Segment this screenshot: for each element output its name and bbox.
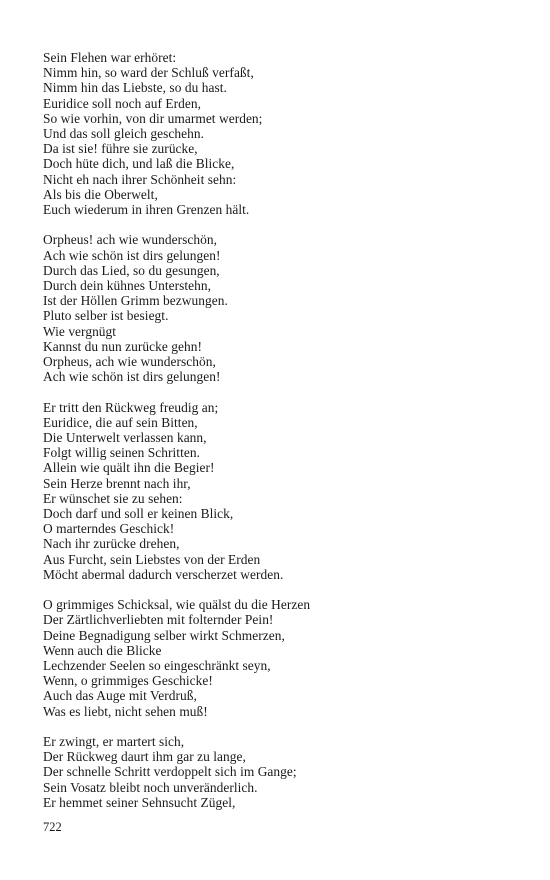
verse-line: Er hemmet seiner Sehnsucht Zügel, xyxy=(43,794,236,810)
verse-line: Als bis die Oberwelt, xyxy=(43,186,158,202)
verse-line: Ist der Höllen Grimm bezwungen. xyxy=(43,293,228,309)
verse-line: O grimmiges Schicksal, wie quälst du die Herzen xyxy=(43,597,311,613)
verse-line: Möcht abermal dadurch verscherzet werden. xyxy=(43,566,284,582)
verse-line: Orpheus! ach wie wunderschön, xyxy=(43,232,217,248)
verse-line: Ach wie schön ist dirs gelungen! xyxy=(43,247,221,263)
verse-line: Deine Begnadigung selber wirkt Schmerzen, xyxy=(43,627,285,643)
verse-line: Da ist sie! führe sie zurücke, xyxy=(43,141,198,157)
stanza xyxy=(43,400,513,582)
verse-line: Sein Herze brennt nach ihr, xyxy=(43,475,191,491)
verse-line: Durch das Lied, so du gesungen, xyxy=(43,262,220,278)
verse-line: So wie vorhin, von dir umarmet werden; xyxy=(43,110,263,126)
verse-line: Nach ihr zurücke drehen, xyxy=(43,536,180,552)
verse-line: Nimm hin das Liebste, so du hast. xyxy=(43,80,227,96)
verse-line: O marterndes Geschick! xyxy=(43,521,175,537)
verse-line: Er zwingt, er martert sich, xyxy=(43,734,185,750)
verse-line: Allein wie quält ihn die Begier! xyxy=(43,460,215,476)
stanza xyxy=(43,734,513,810)
verse-line: Pluto selber ist besiegt. xyxy=(43,308,169,324)
verse-line: Nimm hin, so ward der Schluß verfaßt, xyxy=(43,65,254,81)
verse-line: Wenn, o grimmiges Geschicke! xyxy=(43,673,213,689)
verse-line: Euch wiederum in ihren Grenzen hält. xyxy=(43,202,250,218)
verse-line: Wenn auch die Blicke xyxy=(43,642,162,658)
verse-line: Er wünschet sie zu sehen: xyxy=(43,490,183,506)
verse-line: Lechzender Seelen so eingeschränkt seyn, xyxy=(43,658,271,674)
stanza xyxy=(43,232,513,384)
verse-line: Wie vergnügt xyxy=(43,323,117,339)
verse-line: Er tritt den Rückweg freudig an; xyxy=(43,399,219,415)
verse-line: Ach wie schön ist dirs gelungen! xyxy=(43,369,221,385)
stanza xyxy=(43,50,513,217)
verse-line: Euridice soll noch auf Erden, xyxy=(43,95,201,111)
verse-line: Nicht eh nach ihrer Schönheit sehn: xyxy=(43,171,237,187)
verse-line: Was es liebt, nicht sehen muß! xyxy=(43,703,208,719)
verse-line: Euridice, die auf sein Bitten, xyxy=(43,414,198,430)
verse-line: Der schnelle Schritt verdoppelt sich im Gange; xyxy=(43,764,297,780)
verse-line: Doch hüte dich, und laß die Blicke, xyxy=(43,156,235,172)
verse-line: Und das soll gleich geschehn. xyxy=(43,126,204,142)
verse-line: Sein Vosatz bleibt noch unveränderlich. xyxy=(43,779,258,795)
stanza xyxy=(43,597,513,719)
verse-line: Orpheus, ach wie wunderschön, xyxy=(43,354,216,370)
verse-line: Aus Furcht, sein Liebstes von der Erden xyxy=(43,551,261,567)
verse-line: Sein Flehen war erhöret: xyxy=(43,50,177,65)
verse-line: Durch dein kühnes Unterstehn, xyxy=(43,278,212,294)
page-number: 722 xyxy=(43,820,62,834)
verse-line: Die Unterwelt verlassen kann, xyxy=(43,430,207,446)
verse-line: Auch das Auge mit Verdruß, xyxy=(43,688,197,704)
verse-line: Der Zärtlichverliebten mit folternder Pein! xyxy=(43,612,274,628)
verse-line: Folgt willig seinen Schritten. xyxy=(43,445,200,461)
poem-text xyxy=(43,50,513,825)
verse-line: Kannst du nun zurücke gehn! xyxy=(43,338,203,354)
verse-line: Doch darf und soll er keinen Blick, xyxy=(43,506,234,522)
verse-line: Der Rückweg daurt ihm gar zu lange, xyxy=(43,749,246,765)
